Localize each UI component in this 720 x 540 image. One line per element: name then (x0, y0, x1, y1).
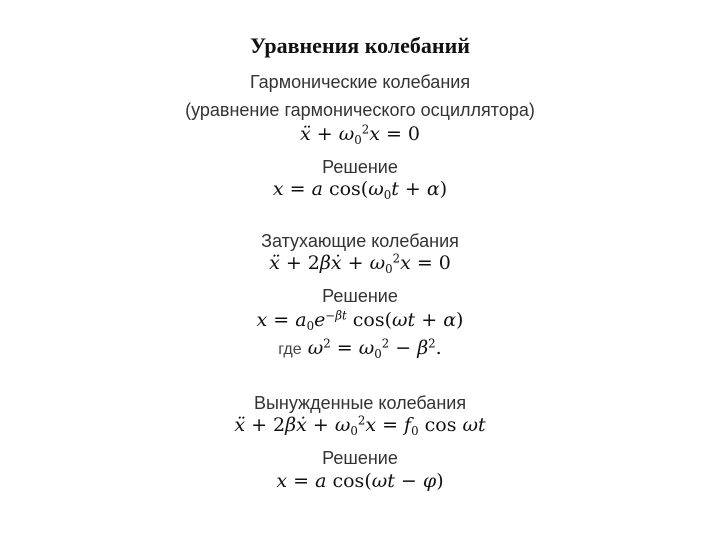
forced-equation: ẍ + 2βẋ + $\omega_0^2x = f_0$ cos ωt (234, 413, 486, 439)
forced-solution-label: Решение (322, 448, 398, 468)
damped-heading: Затухающие колебания (261, 231, 459, 251)
damped-solution: $x = a_0e^{-\beta t}$ cos(ωt + α) (256, 308, 464, 334)
damped-where-label: где (278, 341, 302, 358)
damped-equation: ẍ + 2βẋ + $\omega_0^2x = 0$ (269, 251, 451, 277)
damped-where: где $\omega^2 = \omega_0^2 - \beta^2$. (278, 336, 442, 362)
forced-solution: x = a cos(ωt − φ) (276, 470, 444, 492)
harmonic-solution: x = a $\cos(\omega_0t + \alpha)$ (272, 178, 448, 203)
harmonic-solution-label: Решение (322, 157, 398, 177)
harmonic-subheading: (уравнение гармонического осциллятора) (185, 100, 535, 120)
damped-solution-label: Решение (322, 286, 398, 306)
page-title: Уравнения колебаний (250, 33, 470, 58)
forced-heading: Вынужденные колебания (253, 393, 467, 413)
harmonic-equation: ẍ + $\omega_0^2x = 0$ (299, 122, 421, 148)
harmonic-heading: Гармонические колебания (249, 72, 471, 92)
